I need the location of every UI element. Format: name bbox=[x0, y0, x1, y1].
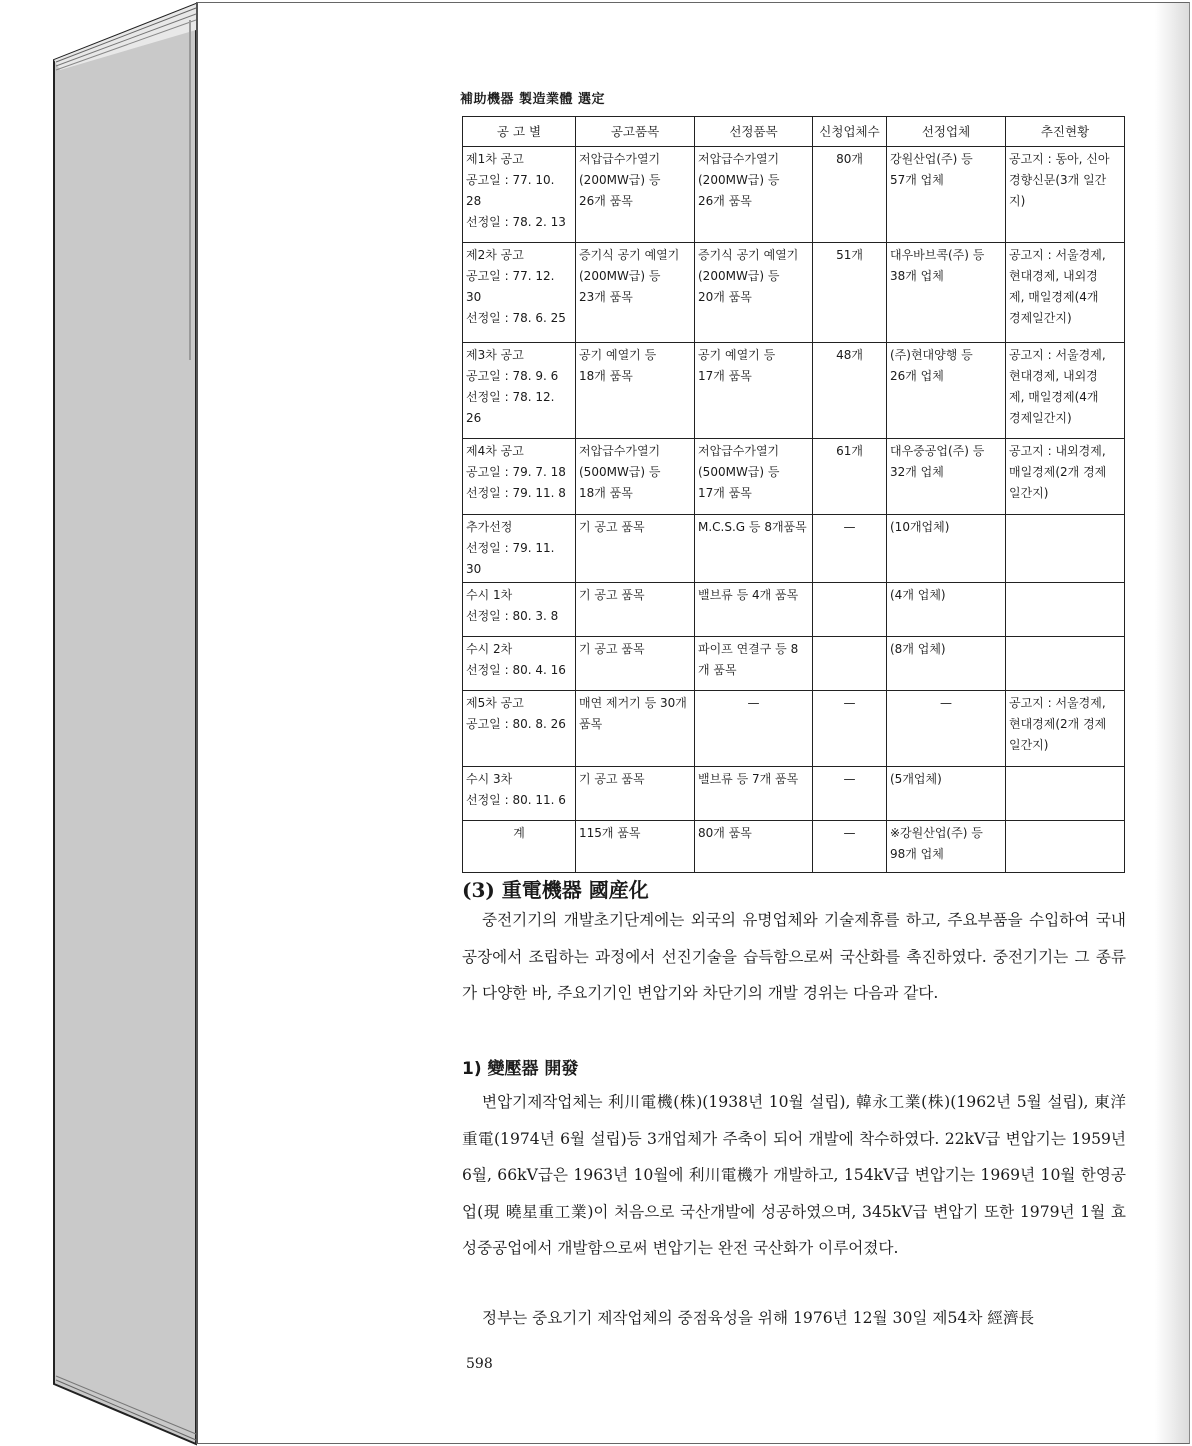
cell-announcement: 계 bbox=[463, 821, 576, 873]
cell-progress-status bbox=[1006, 583, 1125, 637]
cell-announcement: 제1차 공고 공고일 : 77. 10. 28 선정일 : 78. 2. 13 bbox=[463, 147, 576, 243]
cell-selected-items: 저압급수가열기 (500MW급) 등 17개 품목 bbox=[695, 439, 813, 515]
table-row bbox=[463, 147, 1125, 243]
cell-selected-items: 증기식 공기 예열기 (200MW급) 등 20개 품목 bbox=[695, 243, 813, 343]
table-row bbox=[463, 637, 1125, 691]
cell-announcement: 수시 1차 선정일 : 80. 3. 8 bbox=[463, 583, 576, 637]
table-row bbox=[463, 243, 1125, 343]
page-number: 598 bbox=[466, 1356, 493, 1372]
table-caption: 補助機器 製造業體 選定 bbox=[460, 92, 606, 107]
header-announced-items: 공고품목 bbox=[576, 117, 695, 147]
manufacturer-selection-table bbox=[462, 116, 1125, 873]
cell-selected-companies: (8개 업체) bbox=[887, 637, 1006, 691]
cell-applicant-count: — bbox=[813, 767, 887, 821]
table-row bbox=[463, 583, 1125, 637]
cell-applicant-count: 61개 bbox=[813, 439, 887, 515]
cell-selected-items: M.C.S.G 등 8개품목 bbox=[695, 515, 813, 583]
cell-progress-status: 공고지 : 동아, 신아 경향신문(3개 일간 지) bbox=[1006, 147, 1125, 243]
cell-announcement: 수시 3차 선정일 : 80. 11. 6 bbox=[463, 767, 576, 821]
cell-selected-items: 80개 품목 bbox=[695, 821, 813, 873]
cell-selected-companies: — bbox=[887, 691, 1006, 767]
header-announcement: 공 고 별 bbox=[463, 117, 576, 147]
table-row bbox=[463, 439, 1125, 515]
cell-announced-items: 기 공고 품목 bbox=[576, 637, 695, 691]
cell-selected-items: 공기 예열기 등 17개 품목 bbox=[695, 343, 813, 439]
cell-applicant-count: 48개 bbox=[813, 343, 887, 439]
cell-progress-status: 공고지 : 내외경제, 매일경제(2개 경제 일간지) bbox=[1006, 439, 1125, 515]
cell-selected-items: 저압급수가열기 (200MW급) 등 26개 품목 bbox=[695, 147, 813, 243]
table-row bbox=[463, 343, 1125, 439]
cell-announced-items: 공기 예열기 등 18개 품목 bbox=[576, 343, 695, 439]
cell-announcement: 제2차 공고 공고일 : 77. 12. 30 선정일 : 78. 6. 25 bbox=[463, 243, 576, 343]
cell-progress-status bbox=[1006, 637, 1125, 691]
table-row bbox=[463, 767, 1125, 821]
table-row bbox=[463, 691, 1125, 767]
cell-applicant-count: 80개 bbox=[813, 147, 887, 243]
cell-announcement: 수시 2차 선정일 : 80. 4. 16 bbox=[463, 637, 576, 691]
cell-selected-companies: 대우바브콕(주) 등 38개 업체 bbox=[887, 243, 1006, 343]
cell-applicant-count bbox=[813, 583, 887, 637]
cell-selected-companies: (주)현대양행 등 26개 업체 bbox=[887, 343, 1006, 439]
cell-announced-items: 증기식 공기 예열기 (200MW급) 등 23개 품목 bbox=[576, 243, 695, 343]
cell-applicant-count: 51개 bbox=[813, 243, 887, 343]
cell-applicant-count bbox=[813, 637, 887, 691]
header-applicant-count: 신청업체수 bbox=[813, 117, 887, 147]
body-paragraph: 중전기기의 개발초기단계에는 외국의 유명업체와 기술제휴를 하고, 주요부품을 수입하여 국내공장에서 조립하는 과정에서 선진기술을 습득함으로써 국산화를 촉진하였다. 중전기기는 그 종류가 다양한 바, 주요기기인 변압기와 차단기의 개발 경위는 다음과 같다. bbox=[462, 911, 1126, 1002]
cell-announced-items: 기 공고 품목 bbox=[576, 767, 695, 821]
cell-announced-items: 115개 품목 bbox=[576, 821, 695, 873]
cell-announced-items: 기 공고 품목 bbox=[576, 515, 695, 583]
section-title: (3) 重電機器 國産化 bbox=[462, 878, 649, 902]
cell-selected-items: 파이프 연결구 등 8 개 품목 bbox=[695, 637, 813, 691]
header-progress-status: 추진현황 bbox=[1006, 117, 1125, 147]
cell-progress-status bbox=[1006, 767, 1125, 821]
cell-selected-companies: (4개 업체) bbox=[887, 583, 1006, 637]
cell-selected-companies: 대우중공업(주) 등 32개 업체 bbox=[887, 439, 1006, 515]
cell-applicant-count: — bbox=[813, 515, 887, 583]
cell-announcement: 제4차 공고 공고일 : 79. 7. 18 선정일 : 79. 11. 8 bbox=[463, 439, 576, 515]
cell-selected-companies: (5개업체) bbox=[887, 767, 1006, 821]
table-header-row bbox=[463, 117, 1125, 147]
cell-progress-status: 공고지 : 서울경제, 현대경제(2개 경제 일간지) bbox=[1006, 691, 1125, 767]
cell-announced-items: 매연 제거기 등 30개 품목 bbox=[576, 691, 695, 767]
table-total-row bbox=[463, 821, 1125, 873]
cell-selected-items: 밸브류 등 4개 품목 bbox=[695, 583, 813, 637]
cell-announced-items: 기 공고 품목 bbox=[576, 583, 695, 637]
header-selected-companies: 선정업체 bbox=[887, 117, 1006, 147]
cell-selected-items: — bbox=[695, 691, 813, 767]
body-paragraph: 정부는 중요기기 제작업체의 중점육성을 위해 1976년 12월 30일 제54차 經濟長 bbox=[482, 1309, 1035, 1327]
cell-progress-status bbox=[1006, 821, 1125, 873]
cell-selected-items: 밸브류 등 7개 품목 bbox=[695, 767, 813, 821]
cell-progress-status: 공고지 : 서울경제, 현대경제, 내외경 제, 매일경제(4개 경제일간지) bbox=[1006, 243, 1125, 343]
body-paragraph: 변압기제작업체는 利川電機(株)(1938년 10월 설립), 韓永工業(株)(1962년 5월 설립), 東洋重電(1974년 6월 설립)등 3개업체가 주축이 되어 개발에 착수하였다. 22kV급 변압기는 1959년 6월, 66kV급은 1963년 10월에 利川電機가 개발하고, 154kV급 변압기는 1969년 10월 한영공업(現 曉星重工業)이 처음으로 국산개발에 성공하였으며, 345kV급 변압기 또한 1979년 1월 효성중공업에서 개발함으로써 변압기는 완전 국산화가 이루어졌다. bbox=[462, 1093, 1126, 1257]
cell-applicant-count: — bbox=[813, 691, 887, 767]
subsection-title: 1) 變壓器 開發 bbox=[462, 1059, 579, 1079]
table-row bbox=[463, 515, 1125, 583]
cell-announced-items: 저압급수가열기 (200MW급) 등 26개 품목 bbox=[576, 147, 695, 243]
cell-announcement: 제5차 공고 공고일 : 80. 8. 26 bbox=[463, 691, 576, 767]
cell-announced-items: 저압급수가열기 (500MW급) 등 18개 품목 bbox=[576, 439, 695, 515]
cell-progress-status: 공고지 : 서울경제, 현대경제, 내외경 제, 매일경제(4개 경제일간지) bbox=[1006, 343, 1125, 439]
cell-progress-status bbox=[1006, 515, 1125, 583]
cell-announcement: 추가선정 선정일 : 79. 11. 30 bbox=[463, 515, 576, 583]
cell-selected-companies: 강원산업(주) 등 57개 업체 bbox=[887, 147, 1006, 243]
cell-selected-companies: ※강원산업(주) 등 98개 업체 bbox=[887, 821, 1006, 873]
cell-announcement: 제3차 공고 공고일 : 78. 9. 6 선정일 : 78. 12. 26 bbox=[463, 343, 576, 439]
page-edge-shadow bbox=[1155, 3, 1189, 1443]
cell-selected-companies: (10개업체) bbox=[887, 515, 1006, 583]
book-edge-illustration bbox=[0, 0, 200, 1446]
header-selected-items: 선정품목 bbox=[695, 117, 813, 147]
cell-applicant-count: — bbox=[813, 821, 887, 873]
